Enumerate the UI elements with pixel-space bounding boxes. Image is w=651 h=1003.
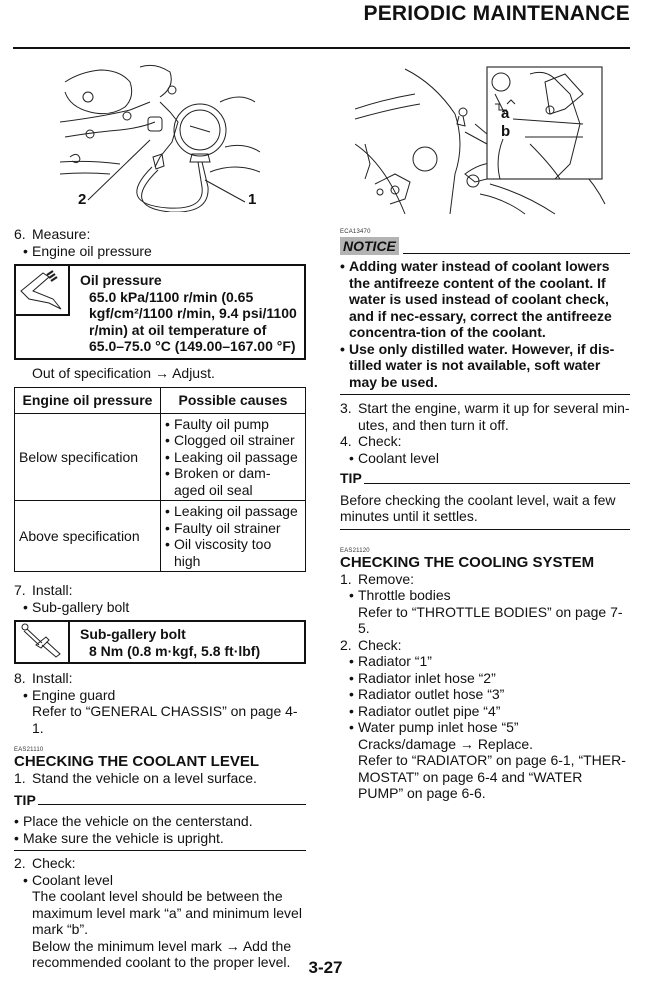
- notice-code: ECA13470: [340, 229, 371, 235]
- tip-rule: [364, 483, 630, 484]
- step-label: Check:: [358, 636, 402, 653]
- list-item: • Water pump inlet hose “5”: [349, 719, 519, 735]
- left-column: [14, 226, 306, 971]
- callout-a: a: [501, 105, 510, 122]
- right-column: [340, 229, 630, 802]
- spec-value: 8 Nm (0.8 m·kgf, 5.8 ft·lbf): [89, 642, 261, 659]
- cause-item: Faulty oil pump: [174, 415, 269, 432]
- torque-wrench-icon: [16, 622, 70, 662]
- cause-item: Leaking oil passage: [174, 503, 298, 519]
- sub-gallery-bolt-spec-box: [14, 620, 306, 664]
- list-item: • Use only distilled water. However, if dis-tilled water is not available, soft water may be used.: [340, 341, 630, 391]
- step-number: 4.: [340, 433, 352, 449]
- bullet-text: Radiator outlet hose “3”: [358, 686, 505, 702]
- tip-header: [340, 470, 630, 487]
- bullet-text: Radiator outlet pipe “4”: [358, 702, 501, 719]
- step-text: Start the engine, warm it up for several min-utes, and then turn it off.: [358, 400, 630, 433]
- step-text: Stand the vehicle on a level surface.: [32, 770, 257, 786]
- step-label: Install:: [32, 670, 73, 686]
- tip-text: Make sure the vehicle is upright.: [23, 829, 224, 846]
- cause-item: Broken or dam-aged oil seal: [174, 465, 271, 498]
- step-number: 1.: [14, 770, 26, 786]
- spec-title: Sub-gallery bolt: [80, 626, 186, 642]
- notice-header: [340, 237, 630, 255]
- step-number: 2.: [340, 636, 352, 653]
- notice-text: Adding water instead of coolant lowers the antifreeze content of the coolant. If water is used instead of coolant check, and if nec-essary, correct the antifreeze concentra-tion of the coolant.: [349, 258, 612, 340]
- notice-content: [340, 255, 630, 395]
- step-3: [340, 400, 630, 433]
- bullet-text: Radiator inlet hose “2”: [358, 669, 496, 686]
- list-item: • Coolant level: [23, 871, 113, 888]
- step-2: [340, 637, 630, 654]
- notice-rule: [403, 253, 630, 254]
- cause-item: Oil viscosity too high: [174, 536, 272, 569]
- list-item: • Radiator inlet hose “2”: [349, 669, 496, 686]
- tip-text: Place the vehicle on the centerstand.: [23, 813, 253, 829]
- cause-item: Clogged oil strainer: [174, 432, 295, 448]
- step-number: 7.: [14, 582, 26, 598]
- column-header: Possible causes: [161, 387, 306, 413]
- bullet-text: Water pump inlet hose “5”: [358, 719, 519, 735]
- section-code: EAS21120: [340, 547, 370, 554]
- step-1: [14, 770, 306, 787]
- step-label: Check:: [358, 433, 402, 449]
- cause-item: Faulty oil strainer: [174, 519, 281, 536]
- caliper-icon: [16, 266, 70, 316]
- list-item: • Radiator “1”: [349, 653, 432, 669]
- causes-cell: • Faulty oil pump • Clogged oil strainer • Leaking oil passage • Broken or dam-aged oil seal: [161, 413, 306, 501]
- coolant-reservoir-illustration: [355, 64, 610, 216]
- oil-pressure-gauge-illustration: [60, 62, 260, 212]
- step-label: Check:: [32, 855, 76, 871]
- bullet-text: Sub-gallery bolt: [32, 598, 130, 615]
- step-number: 2.: [14, 855, 26, 871]
- step-label: Install:: [32, 582, 73, 598]
- bullet-text: Coolant level: [32, 871, 113, 888]
- body-text: The coolant level should be between the maximum level mark “a” and minimum level mark “b”.: [32, 888, 302, 937]
- spec-value: 65.0 kPa/1100 r/min (0.65 kgf/cm²/1100 r/min, 9.4 psi/1100 r/min) at oil temperature of 65.0–75.0 °C (149.00–167.00 °F): [89, 288, 297, 354]
- list-item: • Coolant level: [349, 449, 439, 466]
- step-6: [14, 226, 306, 243]
- condition-cell: Above specification: [15, 501, 161, 572]
- tip-header: [14, 792, 306, 809]
- causes-cell: • Leaking oil passage • Faulty oil strainer • Oil viscosity too high: [161, 501, 306, 572]
- header-divider: [13, 47, 630, 49]
- step-number: 3.: [340, 400, 352, 416]
- spec-content: [70, 266, 304, 358]
- oil-pressure-causes-table: [14, 387, 306, 573]
- table-row: [15, 413, 306, 501]
- bullet-text: Engine oil pressure: [32, 242, 152, 259]
- bullet-text: Radiator “1”: [358, 653, 432, 669]
- table-header-row: [15, 387, 306, 413]
- list-item: • Radiator outlet hose “3”: [349, 686, 505, 702]
- table-row: [15, 501, 306, 572]
- tip-content: [14, 808, 306, 851]
- callout-1: 1: [248, 191, 257, 208]
- step-4: [340, 433, 630, 450]
- list-item: • Adding water instead of coolant lowers the antifreeze content of the coolant. If water is used instead of coolant check, and if nec-essary, correct the antifreeze concentra-tion of the coolant.: [340, 258, 630, 341]
- step-number: 1.: [340, 570, 352, 587]
- step-label: Measure:: [32, 226, 91, 242]
- oil-pressure-spec-box: [14, 264, 306, 360]
- notice-badge: NOTICE: [340, 237, 399, 255]
- spec-content: [70, 622, 266, 662]
- section-title: CHECKING THE COOLING SYSTEM: [340, 553, 595, 571]
- callout-b: b: [501, 123, 511, 140]
- step-number: 6.: [14, 226, 26, 242]
- callout-2: 2: [78, 191, 87, 208]
- section-code: EAS21110: [14, 747, 44, 753]
- step-1: [340, 571, 630, 588]
- section-title: CHECKING THE COOLANT LEVEL: [14, 753, 260, 770]
- tip-text: Before checking the coolant level, wait a few minutes until it settles.: [340, 487, 630, 530]
- notice-text: Use only distilled water. However, if dis-tilled water is not available, soft water may be used.: [349, 340, 615, 390]
- page-header-title: PERIODIC MAINTENANCE: [363, 2, 630, 25]
- list-item: • Engine guard: [23, 686, 116, 703]
- list-item: • Radiator outlet pipe “4”: [349, 702, 501, 719]
- step-8: [14, 670, 306, 687]
- list-item: • Throttle bodies: [349, 587, 451, 603]
- condition-cell: Below specification: [15, 413, 161, 501]
- step-number: 8.: [14, 670, 26, 686]
- list-item: • Make sure the vehicle is upright.: [14, 829, 224, 846]
- cross-reference: Refer to “RADIATOR” on page 6-1, “THER-MOSTAT” on page 6-4 and “WATER PUMP” on page 6-6.: [358, 752, 626, 801]
- out-of-spec-note: Out of specification → Adjust.: [32, 365, 215, 381]
- list-item: • Place the vehicle on the centerstand.: [14, 813, 253, 829]
- cross-reference: Refer to “THROTTLE BODIES” on page 7-5.: [358, 603, 623, 636]
- step-7: [14, 582, 306, 599]
- body-text: Below the minimum level mark → Add the recommended coolant to the proper level.: [32, 937, 292, 970]
- list-item: • Engine oil pressure: [23, 242, 152, 259]
- bullet-text: Engine guard: [32, 686, 116, 703]
- bullet-text: Coolant level: [358, 449, 439, 466]
- page-number: 3-27: [308, 958, 343, 977]
- tip-label: TIP: [340, 470, 362, 486]
- spec-title: Oil pressure: [80, 272, 162, 288]
- cross-reference: Refer to “GENERAL CHASSIS” on page 4-1.: [32, 703, 298, 736]
- tip-label: TIP: [14, 791, 36, 808]
- bullet-text: Throttle bodies: [358, 587, 451, 603]
- cause-item: Leaking oil passage: [174, 448, 298, 465]
- step-2: [14, 855, 306, 872]
- result-text: Cracks/damage → Replace.: [358, 735, 534, 752]
- list-item: • Sub-gallery bolt: [23, 598, 130, 615]
- tip-rule: [38, 804, 306, 805]
- column-header: Engine oil pressure: [15, 387, 161, 413]
- step-label: Remove:: [358, 570, 415, 587]
